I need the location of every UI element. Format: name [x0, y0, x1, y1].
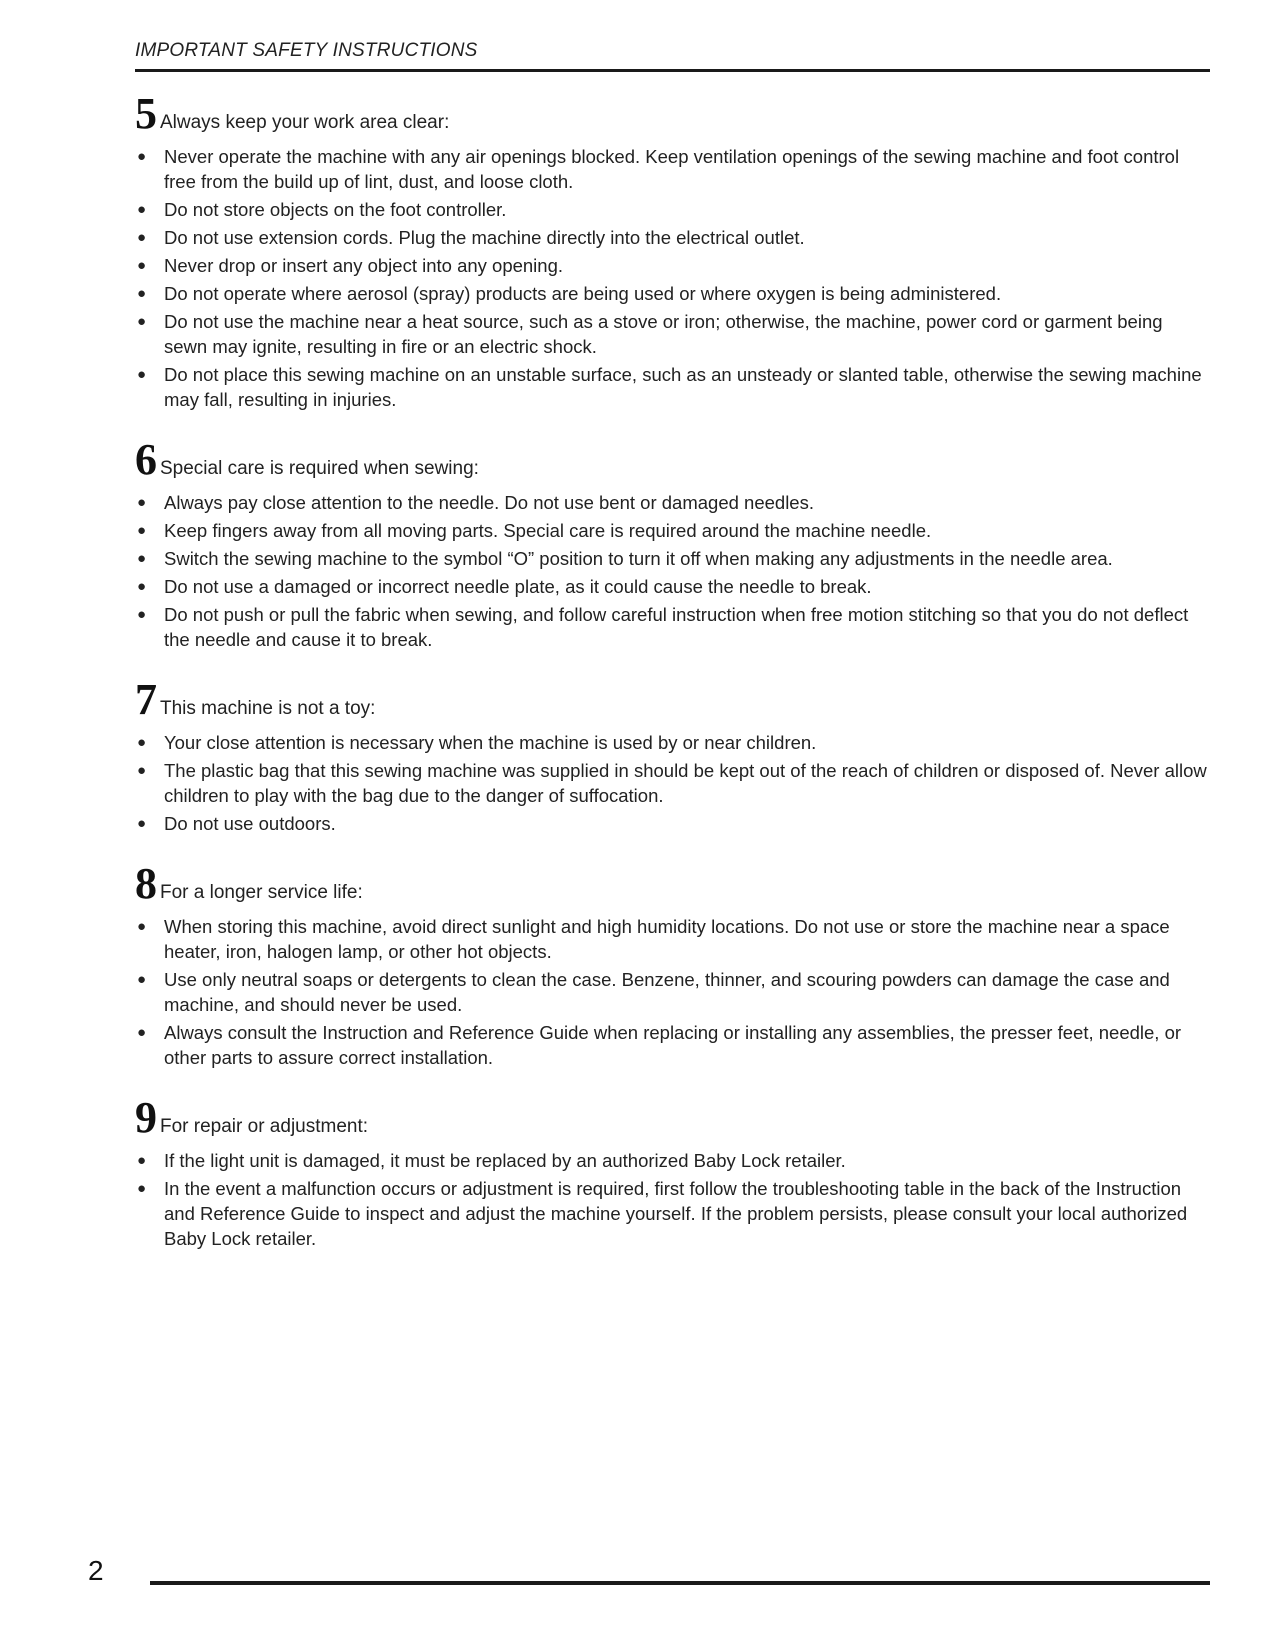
list-item-text: Do not push or pull the fabric when sewing, and follow careful instruction when free motion stitching so that you do not deflect the needle and cause it to break.	[164, 604, 1189, 650]
list-item	[135, 197, 1210, 222]
list-item-text: Do not use outdoors.	[164, 813, 336, 834]
list-item	[135, 730, 1210, 755]
section-number: 5	[135, 89, 157, 138]
section-title: For repair or adjustment:	[160, 1116, 369, 1137]
list-item-text: The plastic bag that this sewing machine was supplied in should be kept out of the reach of children or disposed of. Never allow children to play with the bag due to the danger of suffocation.	[164, 760, 1207, 806]
list-item	[135, 967, 1210, 1017]
list-item-text: Do not place this sewing machine on an unstable surface, such as an unsteady or slanted table, otherwise the sewing machine may fall, resulting in injuries.	[164, 364, 1202, 410]
list-item-text: Switch the sewing machine to the symbol “O” position to turn it off when making any adjustments in the needle area.	[164, 548, 1113, 569]
bullet-icon: ●	[137, 762, 147, 779]
list-item	[135, 362, 1210, 412]
list-item-text: Do not store objects on the foot controller.	[164, 199, 507, 220]
section-title: Always keep your work area clear:	[160, 112, 450, 133]
bullet-icon: ●	[137, 971, 147, 988]
section-number: 6	[135, 435, 157, 484]
list-item	[135, 490, 1210, 515]
list-item	[135, 1176, 1210, 1251]
footer-rule	[150, 1581, 1210, 1585]
bullet-icon: ●	[137, 1024, 147, 1041]
list-item-text: Use only neutral soaps or detergents to clean the case. Benzene, thinner, and scouring powders can damage the case and machine, and should never be used.	[164, 969, 1170, 1015]
section-8	[135, 859, 1210, 1070]
bullet-icon: ●	[137, 229, 147, 246]
section-heading	[135, 1093, 1210, 1142]
list-item	[135, 225, 1210, 250]
section-heading	[135, 675, 1210, 724]
running-header: IMPORTANT SAFETY INSTRUCTIONS	[135, 40, 478, 61]
instruction-list	[135, 730, 1210, 836]
bullet-icon: ●	[137, 313, 147, 330]
bullet-icon: ●	[137, 201, 147, 218]
list-item-text: When storing this machine, avoid direct sunlight and high humidity locations. Do not use or store the machine near a space heater, iron, halogen lamp, or other hot objects.	[164, 916, 1170, 962]
list-item	[135, 281, 1210, 306]
list-item-text: In the event a malfunction occurs or adjustment is required, first follow the troubleshooting table in the back of the Instruction and Reference Guide to inspect and adjust the machine yourself. If the problem persists, please consult your local authorized Baby Lock retailer.	[164, 1178, 1188, 1249]
bullet-icon: ●	[137, 366, 147, 383]
list-item	[135, 914, 1210, 964]
section-number: 9	[135, 1093, 157, 1142]
bullet-icon: ●	[137, 550, 147, 567]
bullet-icon: ●	[137, 606, 147, 623]
instruction-list	[135, 490, 1210, 652]
list-item	[135, 518, 1210, 543]
list-item-text: Your close attention is necessary when the machine is used by or near children.	[164, 732, 817, 753]
section-5	[135, 89, 1210, 412]
list-item-text: Never operate the machine with any air openings blocked. Keep ventilation openings of the sewing machine and foot control free from the build up of lint, dust, and loose cloth.	[164, 146, 1180, 192]
list-item-text: Always pay close attention to the needle. Do not use bent or damaged needles.	[164, 492, 814, 513]
section-title: Special care is required when sewing:	[160, 458, 479, 479]
bullet-icon: ●	[137, 918, 147, 935]
instructions-body	[135, 89, 1210, 1277]
instruction-list	[135, 1148, 1210, 1251]
list-item-text: Always consult the Instruction and Reference Guide when replacing or installing any assemblies, the presser feet, needle, or other parts to assure correct installation.	[164, 1022, 1182, 1068]
list-item	[135, 574, 1210, 599]
section-6	[135, 435, 1210, 652]
bullet-icon: ●	[137, 815, 147, 832]
section-9	[135, 1093, 1210, 1251]
list-item	[135, 758, 1210, 808]
section-heading	[135, 435, 1210, 484]
section-title: For a longer service life:	[160, 882, 363, 903]
list-item	[135, 1020, 1210, 1070]
section-number: 7	[135, 675, 157, 724]
bullet-icon: ●	[137, 257, 147, 274]
list-item-text: Do not use extension cords. Plug the machine directly into the electrical outlet.	[164, 227, 805, 248]
page-number: 2	[88, 1555, 104, 1586]
list-item	[135, 546, 1210, 571]
list-item	[135, 1148, 1210, 1173]
list-item-text: Do not use the machine near a heat source, such as a stove or iron; otherwise, the machine, power cord or garment being sewn may ignite, resulting in fire or an electric shock.	[164, 311, 1163, 357]
list-item-text: Do not use a damaged or incorrect needle plate, as it could cause the needle to break.	[164, 576, 872, 597]
list-item	[135, 253, 1210, 278]
instruction-list	[135, 144, 1210, 412]
bullet-icon: ●	[137, 148, 147, 165]
bullet-icon: ●	[137, 494, 147, 511]
list-item-text: If the light unit is damaged, it must be replaced by an authorized Baby Lock retailer.	[164, 1150, 846, 1171]
bullet-icon: ●	[137, 734, 147, 751]
bullet-icon: ●	[137, 285, 147, 302]
bullet-icon: ●	[137, 578, 147, 595]
list-item-text: Never drop or insert any object into any opening.	[164, 255, 564, 276]
list-item	[135, 309, 1210, 359]
section-heading	[135, 89, 1210, 138]
section-heading	[135, 859, 1210, 908]
section-number: 8	[135, 859, 157, 908]
bullet-icon: ●	[137, 1152, 147, 1169]
header-rule	[135, 69, 1210, 72]
list-item-text: Keep fingers away from all moving parts. Special care is required around the machine needle.	[164, 520, 932, 541]
list-item-text: Do not operate where aerosol (spray) products are being used or where oxygen is being administered.	[164, 283, 1002, 304]
bullet-icon: ●	[137, 1180, 147, 1197]
list-item	[135, 602, 1210, 652]
section-7	[135, 675, 1210, 836]
instruction-list	[135, 914, 1210, 1070]
section-title: This machine is not a toy:	[160, 698, 376, 719]
list-item	[135, 811, 1210, 836]
bullet-icon: ●	[137, 522, 147, 539]
list-item	[135, 144, 1210, 194]
